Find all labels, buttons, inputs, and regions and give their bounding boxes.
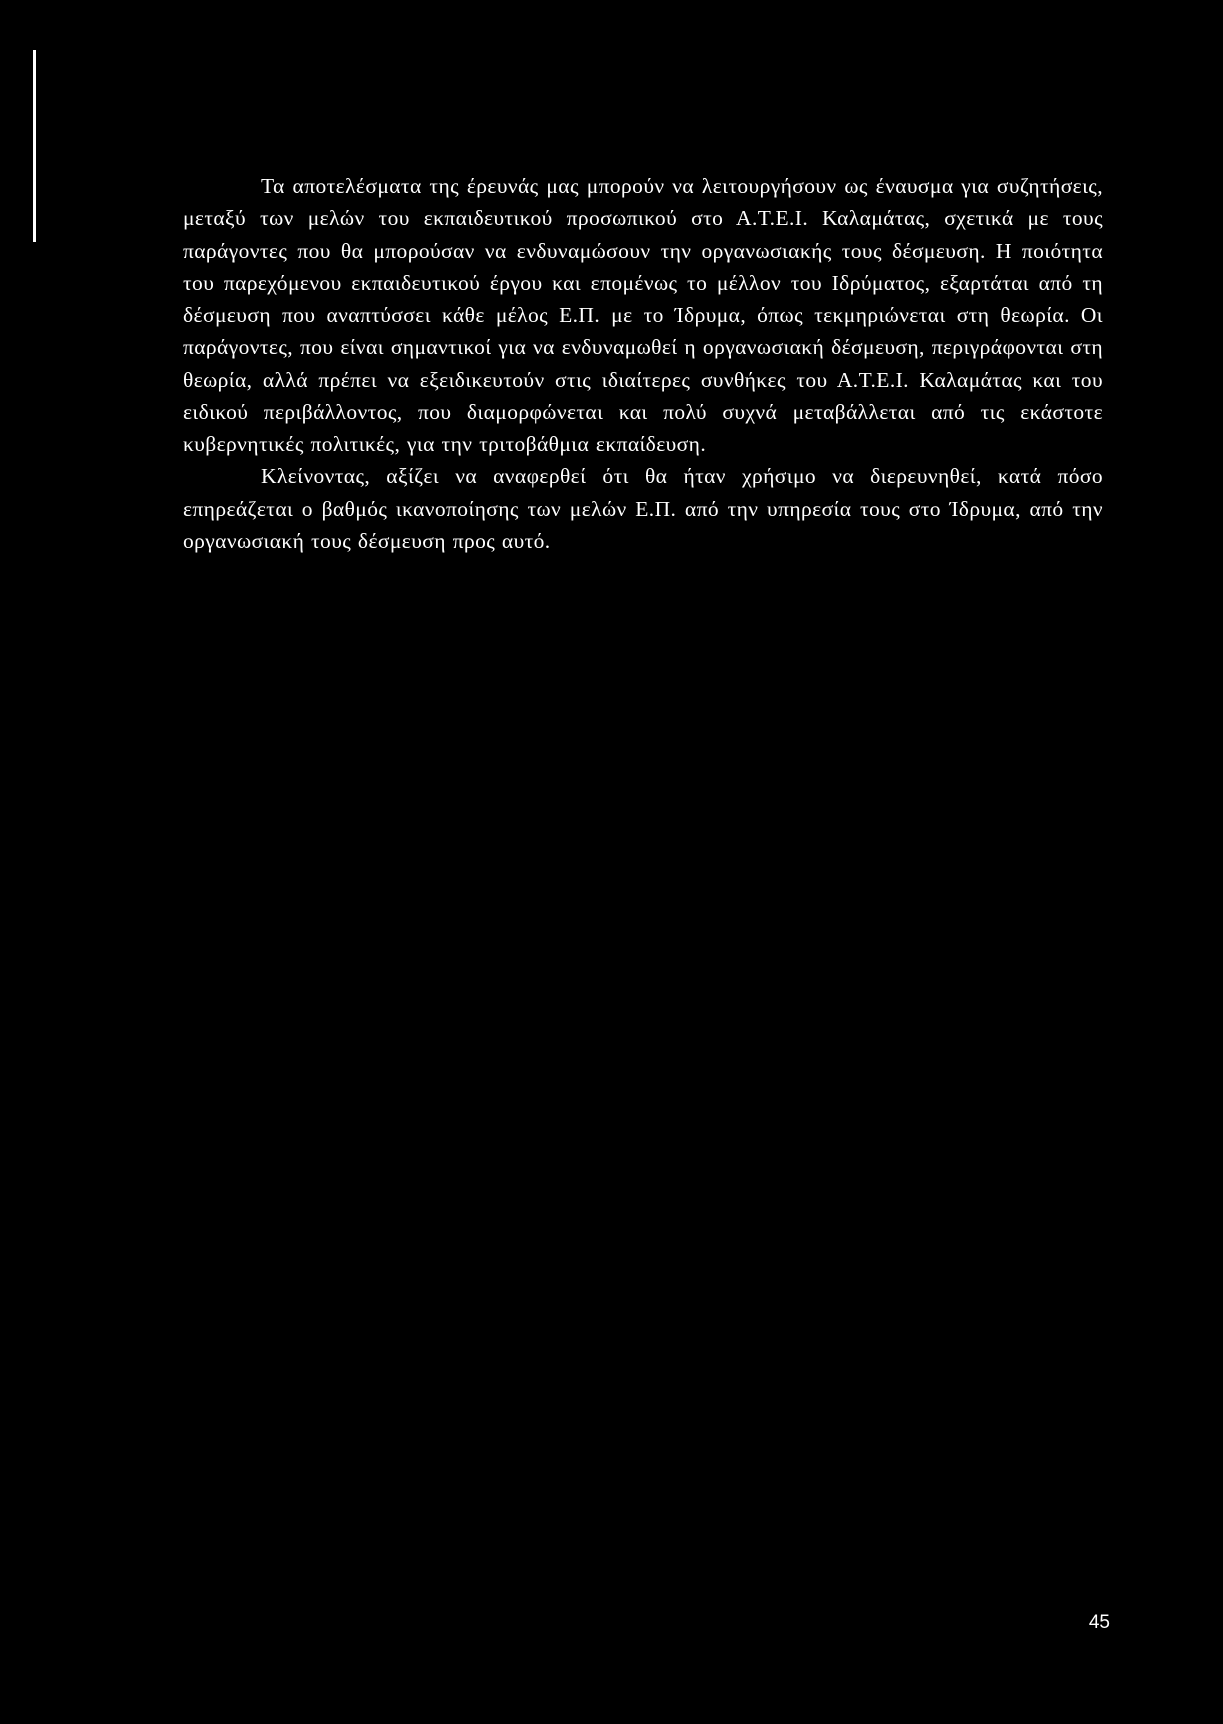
document-body <box>183 170 1103 557</box>
paragraph-1: Τα αποτελέσματα της έρευνάς μας μπορούν να λειτουργήσουν ως έναυσμα για συζητήσεις, μεταξύ των μελών του εκπαιδευτικού προσωπικού στο Α.Τ.Ε.Ι. Καλαμάτας, σχετικά με τους παράγοντες που θα μπορούσαν να ενδυναμώσουν την οργανωσιακής τους δέσμευση. Η ποιότητα του παρεχόμενου εκπαιδευτικού έργου και επομένως το μέλλον του Ιδρύματος, εξαρτάται από τη δέσμευση που αναπτύσσει κάθε μέλος Ε.Π. με το Ίδρυμα, όπως τεκμηριώνεται στη θεωρία. Οι παράγοντες, που είναι σημαντικοί για να ενδυναμωθεί η οργανωσιακή δέσμευση, περιγράφονται στη θεωρία, αλλά πρέπει να εξειδικευτούν στις ιδιαίτερες συνθήκες του Α.Τ.Ε.Ι. Καλαμάτας και του ειδικού περιβάλλοντος, που διαμορφώνεται και πολύ συχνά μεταβάλλεται από τις εκάστοτε κυβερνητικές πολιτικές, για την τριτοβάθμια εκπαίδευση. <box>183 174 1103 456</box>
page-number: 45 <box>1088 1612 1110 1633</box>
paragraph-2: Κλείνοντας, αξίζει να αναφερθεί ότι θα ήταν χρήσιμο να διερευνηθεί, κατά πόσο επηρεάζεται ο βαθμός ικανοποίησης των μελών Ε.Π. από την υπηρεσία τους στο Ίδρυμα, από την οργανωσιακή τους δέσμευση προς αυτό. <box>183 464 1103 553</box>
margin-rule <box>33 50 36 242</box>
